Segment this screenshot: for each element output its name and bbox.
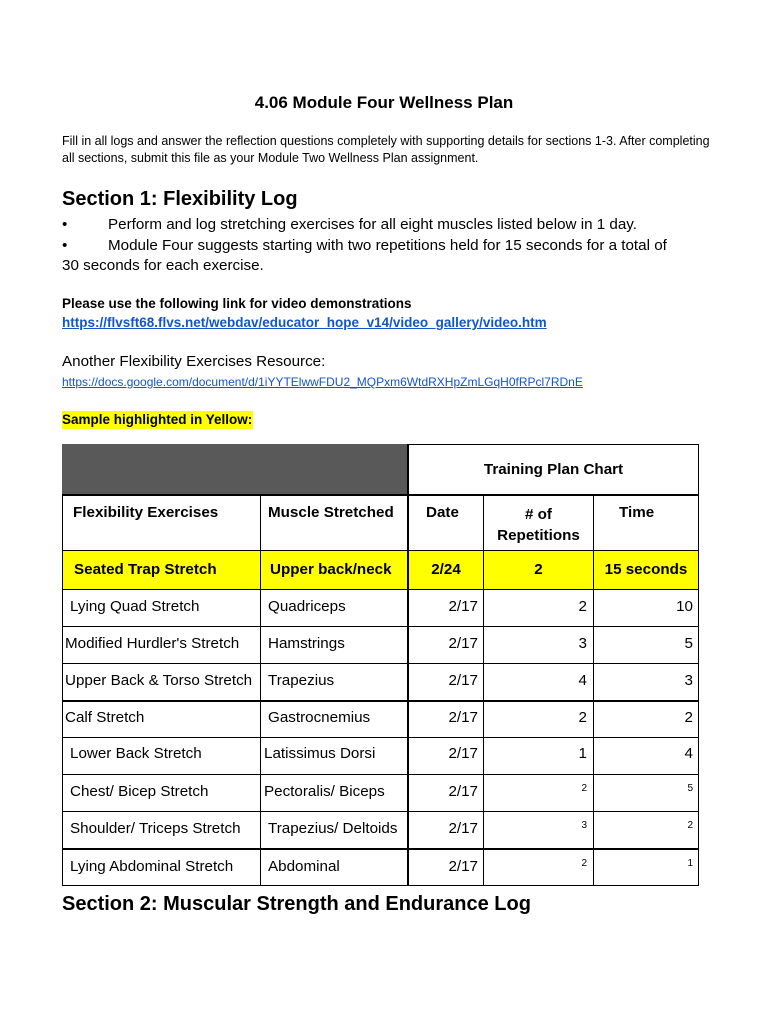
grid-line	[407, 444, 409, 886]
table-row	[62, 774, 699, 811]
table-row	[62, 848, 699, 886]
cell-muscle: Trapezius	[268, 672, 335, 689]
col-header-time: Time	[619, 504, 655, 521]
grid-line	[62, 700, 699, 702]
bullet-icon: •	[62, 236, 68, 254]
grid-line	[62, 774, 699, 775]
section1-heading: Section 1: Flexibility Log	[62, 188, 298, 210]
document-title: 4.06 Module Four Wellness Plan	[254, 93, 514, 112]
cell-date: 2/17	[448, 820, 478, 837]
col-header-repetitions-line1: # of	[524, 506, 552, 523]
sample-muscle: Upper back/neck	[270, 561, 392, 578]
resource-link[interactable]: https://docs.google.com/document/d/1iYYTElwwFDU2_MQPxm6WtdRXHpZmLGqH0fRPcl7RDnE	[62, 375, 583, 389]
bullet-text: Module Four suggests starting with two repetitions held for 15 seconds for a total of	[108, 236, 667, 254]
cell-time: 4	[684, 745, 693, 762]
cell-time: 10	[676, 598, 693, 615]
table-row	[62, 811, 699, 848]
grid-line	[62, 495, 63, 886]
table-row	[62, 589, 699, 626]
cell-muscle: Quadriceps	[268, 598, 346, 615]
video-note: Please use the following link for video demonstrations	[62, 296, 412, 311]
cell-date: 2/17	[448, 598, 478, 615]
header-dark-block	[62, 444, 408, 495]
cell-time: 3	[684, 672, 693, 689]
table-row	[62, 663, 699, 700]
cell-date: 2/17	[448, 783, 478, 800]
cell-time: 2	[687, 820, 693, 831]
cell-reps: 2	[581, 783, 587, 794]
cell-time: 1	[687, 858, 693, 869]
sample-date: 2/24	[431, 561, 461, 578]
sample-note: Sample highlighted in Yellow:	[62, 412, 253, 427]
bullet-item-1	[62, 215, 702, 236]
cell-exercise: Lower Back Stretch	[70, 745, 202, 762]
sample-row	[62, 551, 699, 589]
cell-exercise: Lying Quad Stretch	[70, 598, 200, 615]
cell-exercise: Modified Hurdler's Stretch	[65, 635, 240, 652]
grid-line	[698, 444, 699, 886]
cell-exercise: Lying Abdominal Stretch	[70, 858, 234, 875]
cell-date: 2/17	[448, 858, 478, 875]
grid-line	[483, 495, 484, 886]
bullet-icon: •	[62, 216, 68, 233]
grid-line	[62, 848, 699, 850]
cell-date: 2/17	[448, 672, 478, 689]
chart-title: Training Plan Chart	[483, 461, 624, 478]
cell-time: 5	[684, 635, 693, 652]
instruction-bullets	[62, 215, 702, 277]
cell-muscle: Trapezius/ Deltoids	[268, 820, 398, 837]
grid-line	[408, 444, 699, 445]
sample-time: 15 seconds	[604, 561, 688, 578]
cell-exercise: Upper Back & Torso Stretch	[65, 672, 253, 689]
sample-exercise: Seated Trap Stretch	[74, 561, 217, 578]
instructions-paragraph: Fill in all logs and answer the reflection questions completely with supporting details for sections 1-3. After completing all sections, submit this file as your Module Two Wellness Plan assignment.	[62, 134, 710, 165]
cell-date: 2/17	[448, 709, 478, 726]
grid-line	[62, 589, 699, 590]
table-row	[62, 626, 699, 663]
grid-line	[62, 885, 699, 886]
video-link[interactable]: https://flvsft68.flvs.net/webdav/educator_hope_v14/video_gallery/video.htm	[62, 315, 547, 330]
grid-line	[62, 494, 699, 496]
cell-reps: 1	[578, 745, 587, 762]
col-header-repetitions-line2: Repetitions	[497, 527, 580, 544]
cell-reps: 3	[578, 635, 587, 652]
bullet-text-continued: 30 seconds for each exercise.	[62, 257, 264, 274]
col-header-repetitions	[484, 504, 593, 546]
cell-reps: 4	[578, 672, 587, 689]
grid-line	[62, 811, 699, 812]
grid-line	[260, 495, 261, 886]
grid-line	[62, 737, 699, 738]
grid-line	[593, 495, 594, 886]
cell-date: 2/17	[448, 635, 478, 652]
bullet-item-2	[62, 236, 702, 257]
cell-reps: 2	[581, 858, 587, 869]
grid-line	[62, 626, 699, 627]
table-row	[62, 737, 699, 774]
cell-date: 2/17	[448, 745, 478, 762]
sample-reps: 2	[534, 561, 543, 578]
col-header-muscle: Muscle Stretched	[268, 504, 394, 521]
training-plan-table	[62, 444, 699, 886]
cell-exercise: Calf Stretch	[65, 709, 145, 726]
section2-heading: Section 2: Muscular Strength and Endurance Log	[62, 893, 531, 915]
cell-muscle: Gastrocnemius	[268, 709, 371, 726]
grid-line	[62, 550, 699, 551]
cell-muscle: Abdominal	[268, 858, 340, 875]
cell-exercise: Chest/ Bicep Stretch	[70, 783, 209, 800]
cell-muscle: Latissimus Dorsi	[264, 745, 376, 762]
table-row	[62, 700, 699, 737]
cell-reps: 3	[581, 820, 587, 831]
cell-time: 5	[687, 783, 693, 794]
col-header-exercise: Flexibility Exercises	[73, 504, 219, 521]
cell-reps: 2	[578, 709, 587, 726]
cell-exercise: Shoulder/ Triceps Stretch	[70, 820, 241, 837]
cell-muscle: Hamstrings	[268, 635, 345, 652]
col-header-date: Date	[426, 504, 459, 521]
cell-time: 2	[684, 709, 693, 726]
grid-line	[62, 663, 699, 664]
cell-muscle: Pectoralis/ Biceps	[264, 783, 385, 800]
cell-reps: 2	[578, 598, 587, 615]
bullet-text: Perform and log stretching exercises for all eight muscles listed below in 1 day.	[108, 216, 637, 233]
another-resource-label: Another Flexibility Exercises Resource:	[62, 353, 326, 370]
